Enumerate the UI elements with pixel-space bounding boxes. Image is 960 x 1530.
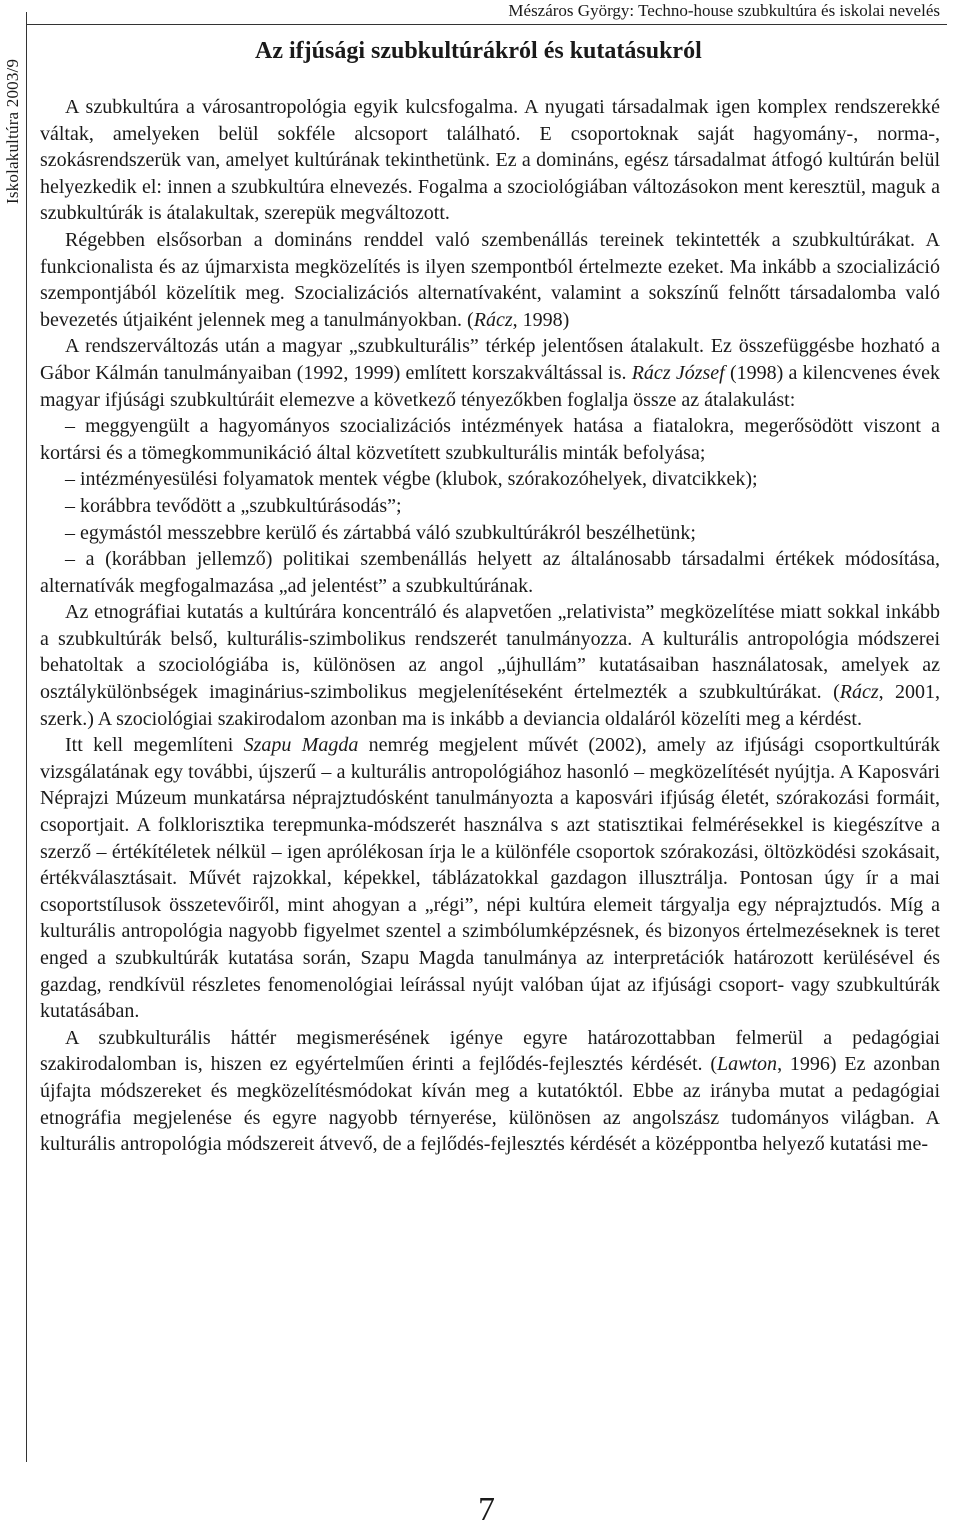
paragraph-2-text-a: Régebben elsősorban a domináns renddel való szembenállás tereinek tekintették a szubkultúrákat. A funkcionalista és az újmarxista megközelítés is ilyen szempontból értelmezte ezeket. Ma inkább a szocializáció szempontjából közelítik meg. Szocializációs alternatívaként, valamint a sokszínű felnőtt társadalomba való bevezetés útjaiként jelennek meg a tanulmányokban. (	[40, 228, 940, 331]
paragraph-3-text-b: (1998) a kilencvenes évek magyar ifjúsági szubkultúráit elemezve a következő tényezőkben foglalja össze az átalakulást:	[40, 361, 941, 411]
citation-author: Lawton	[717, 1053, 778, 1076]
paragraph-3	[40, 333, 940, 413]
paragraph-6-text-a: A szubkulturális háttér megismerésének igénye egyre határozottabban felmerül a pedagógiai szakirodalomban is, hiszen ez egyértelműen érinti a fejlődés-fejlesztés kérdését. (	[40, 1026, 940, 1076]
section-title: Az ifjúsági szubkultúrákról és kutatásukról	[255, 38, 702, 64]
article-body	[40, 94, 940, 1158]
paragraph-4-text-b: , 2001, szerk.) A szociológiai szakirodalom azonban ma is inkább a deviancia oldaláról közelíti meg a kérdést.	[40, 681, 941, 730]
paragraph-4	[40, 599, 940, 732]
citation-author: Rácz	[473, 308, 513, 331]
list-item: – egymástól messzebbre kerülő és zártabbá váló szubkultúrákról beszélhetünk;	[65, 521, 696, 544]
paragraph-5	[40, 732, 940, 1025]
journal-side-label	[2, 14, 24, 204]
paragraph-6-text-b: , 1996) Ez azonban újfajta módszereket és megközelítésmódokat kíván meg a kutatóktól. Ebbe az irányba mutat a pedagógiai etnográfia megjelenése és egyre nagyobb térnyerése, különösen az angolszász tudományos világban. A kulturális antropológia módszereit átvevő, de a fejlődés-fejlesztés kérdését a középpontba helyező kutatási me-	[40, 1053, 940, 1156]
paragraph-1: A szubkultúra a városantropológia egyik kulcsfogalma. A nyugati társadalmak igen komplex rendszerekké váltak, amelyeken belül sokféle alcsoport található. E csoportoknak saját hagyomány-, norma-, szokásrendszerük van, amelyet kultúrának tekinthetünk. Ez a domináns, egész társadalmat átfogó kultúrán belül helyezkedik el: innen a szubkultúra elnevezés. Fogalma a szociológiában változásokon ment keresztül, maguk a szubkultúrák is átalakultak, szerepük megváltozott.	[40, 96, 940, 225]
running-header: Mészáros György: Techno-house szubkultúra és iskolai nevelés	[508, 1, 940, 20]
citation-author: Rácz József	[631, 361, 725, 384]
list-item: – korábbra tevődött a „szubkultúrásodás”;	[65, 494, 402, 517]
paragraph-2	[40, 227, 940, 333]
paragraph-5-text-b: nemrég megjelent művét (2002), amely az ifjúsági csoportkultúrák vizsgálatának egy további, újszerű – a kulturális antropológiához hasonló – megközelítését nyújtja. A Kaposvári Néprajzi Múzeum munkatársa néprajztudósként tanulmányozta a kaposvári ifjúság életét, szórakozási formáit, csoportjait. A folklorisztika terepmunka-módszerét használva s azt statisztikai felmérésekkel is kiegészítve a szerző – értékítéletek nélkül – igen aprólékosan írja le a különféle csoportok szórakozási, öltözködési szokásait, értékválasztásait. Művét rajzokkal, képekkel, táblázatokkal gazdagon illusztrálja. Pontosan úgy ír a mai csoportstílusok összetevőiről, mint ahogyan a „régi”, népi kultúra elemeit tárgyalja egy néprajztudós. Míg a kulturális antropológia nagyobb figyelmet szentel a szimbólumképzésnek, és bizonyos értelmezéseknek is teret enged a szubkultúrák kutatása során, Szapu Magda tanulmánya az interpretációk határozott kerülésével és gazdag, rendkívül részletes fenomenológiai leírással nyújt valóban újat az ifjúsági csoport- vagy szubkultúrák kutatásában.	[40, 734, 941, 1023]
list-item: – intézményesülési folyamatok mentek végbe (klubok, szórakozóhelyek, divatcikkek);	[65, 468, 758, 491]
paragraph-4-text-a: Az etnográfiai kutatás a kultúrára koncentráló és alapvetően „relativista” megközelítése miatt sokkal inkább a szubkultúrák belső, kulturális-szimbolikus rendszerét tanulmányozza. A kulturális antropológia módszerei behatoltak a szociológiába is, különösen az angol „újhullám” kutatásaiban használatosak, amelyek az osztálykülönbségek imaginárius-szimbolikus megjelenítéseként értelmezték a szubkultúrákat. (	[40, 601, 940, 704]
journal-issue-label: Iskolakultúra 2003/9	[3, 58, 22, 204]
paragraph-3-text-a: A rendszerváltozás után a magyar „szubkulturális” térkép jelentősen átalakult. Ez összefüggésbe hozható a Gábor Kálmán tanulmányaiban (1992, 1999) említett korszakváltással is.	[40, 335, 940, 384]
page-number: 7	[478, 1491, 495, 1528]
margin-rule	[26, 12, 27, 1462]
citation-author: Szapu Magda	[243, 734, 359, 757]
header-rule	[27, 24, 947, 25]
citation-author: Rácz	[839, 681, 879, 704]
paragraph-5-text-a: Itt kell megemlíteni	[65, 734, 244, 757]
paragraph-2-text-b: , 1998)	[512, 308, 570, 331]
list-item: – a (korábban jellemző) politikai szembenállás helyett az általánosabb társadalmi értékek módosítása, alternatívák megfogalmazása „ad jelentést” a szubkultúrának.	[40, 548, 940, 597]
paragraph-6	[40, 1025, 940, 1158]
list-item: – meggyengült a hagyományos szocializációs intézmények hatása a fiatalokra, megerősödött viszont a kortársi és a tömegkommunikáció által közvetített szubkulturális minták befolyása;	[40, 415, 940, 464]
